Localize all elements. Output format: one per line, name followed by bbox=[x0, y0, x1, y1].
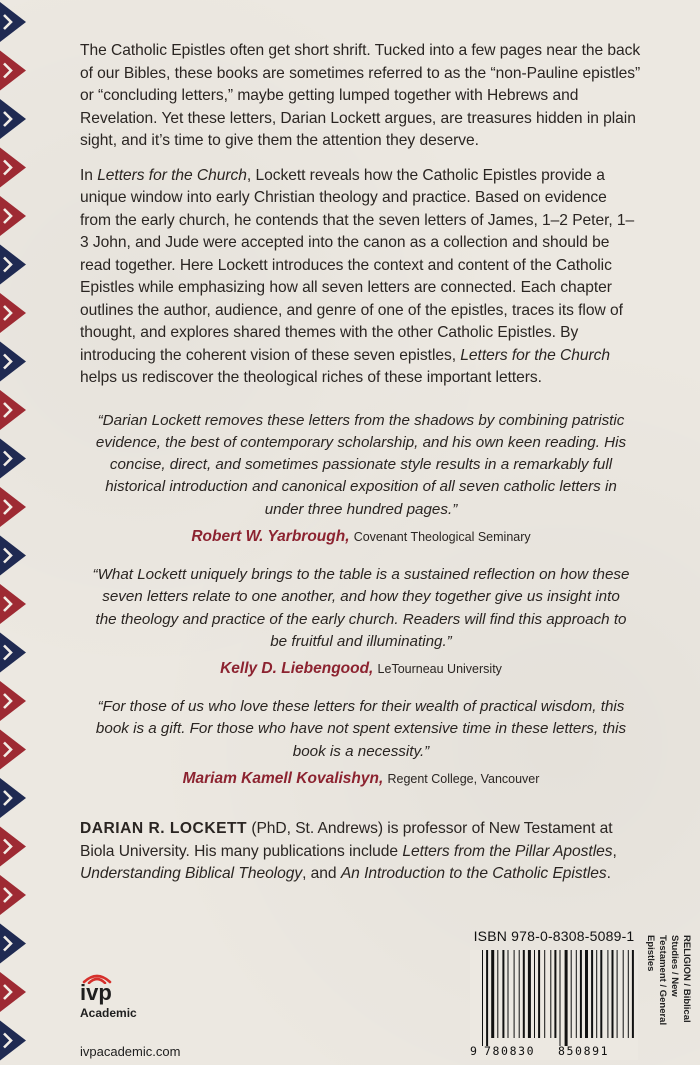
chevron-right-icon bbox=[0, 681, 26, 721]
barcode-bar bbox=[571, 950, 572, 1038]
category-line: Testament / General Epistles bbox=[645, 935, 668, 1026]
chevron-right-icon bbox=[0, 584, 26, 624]
endorser-affiliation: Regent College, Vancouver bbox=[387, 772, 540, 787]
barcode-bar bbox=[585, 950, 588, 1038]
endorser-affiliation: LeTourneau University bbox=[377, 662, 502, 677]
publication-title: An Introduction to the Catholic Epistles bbox=[340, 865, 607, 883]
endorser-name: Robert W. Yarbrough, bbox=[191, 527, 350, 545]
chevron-right-icon bbox=[0, 778, 26, 818]
endorsement bbox=[91, 410, 631, 548]
barcode-bar bbox=[486, 950, 488, 1046]
chevron-right-icon bbox=[0, 245, 26, 285]
chevron-right-icon bbox=[0, 633, 26, 673]
barcode-bar bbox=[600, 950, 602, 1038]
publication-title: Letters from the Pillar Apostles bbox=[402, 842, 613, 860]
description-paragraph-1: The Catholic Epistles often get short shrift. Tucked into a few pages near the back of our Bibles, these books are sometimes referred to as the “non-Pauline epistles” or “concluding letters,” maybe getting lumped together with Hebrews and Revelation. Yet these letters, Darian Lockett argues, are treasures hidden in plain sight, and it’s time to give them the attention they deserve. bbox=[80, 42, 641, 149]
publisher-url[interactable]: ivpacademic.com bbox=[80, 1044, 181, 1059]
subject-category bbox=[645, 935, 692, 1050]
chevron-right-icon bbox=[0, 342, 26, 382]
barcode-bar bbox=[550, 950, 551, 1038]
barcode-bar bbox=[508, 950, 509, 1038]
barcode-bars bbox=[472, 950, 636, 1046]
barcode-bar bbox=[612, 950, 614, 1038]
barcode-bar bbox=[632, 950, 634, 1038]
chevron-right-icon bbox=[0, 390, 26, 430]
barcode-bar bbox=[482, 950, 483, 1046]
endorser-name: Kelly D. Liebengood, bbox=[220, 660, 374, 678]
endorsement-quote: “What Lockett uniquely brings to the table is a sustained reflection on how these seven letters relate to one another, and how they together give us insight into the theology and practice of the early church. Readers will find this approach to be fruitful and illuminating.” bbox=[92, 565, 630, 650]
barcode-bar bbox=[554, 950, 556, 1038]
barcode: 9 780830 850891 bbox=[470, 950, 638, 1060]
barcode-bar bbox=[607, 950, 608, 1038]
barcode-bar bbox=[596, 950, 597, 1038]
chevron-right-icon bbox=[0, 487, 26, 527]
barcode-bar bbox=[491, 950, 494, 1038]
chevron-right-icon bbox=[0, 99, 26, 139]
endorser-name: Mariam Kamell Kovalishyn, bbox=[182, 770, 384, 788]
endorsement bbox=[91, 564, 631, 680]
chevron-right-icon bbox=[0, 875, 26, 915]
chevron-right-icon bbox=[0, 924, 26, 964]
chevron-right-icon bbox=[0, 1021, 26, 1061]
barcode-bar bbox=[514, 950, 515, 1038]
barcode-block bbox=[470, 928, 638, 1060]
chevron-right-icon bbox=[0, 51, 26, 91]
barcode-bar bbox=[576, 950, 577, 1038]
chevron-right-icon bbox=[0, 293, 26, 333]
chevron-right-icon bbox=[0, 536, 26, 576]
book-title: Letters for the Church bbox=[460, 346, 611, 364]
barcode-bar bbox=[523, 950, 525, 1038]
book-title: Letters for the Church bbox=[97, 166, 247, 184]
barcode-bar bbox=[538, 950, 540, 1038]
barcode-bar bbox=[519, 950, 520, 1038]
barcode-bar bbox=[497, 950, 498, 1038]
chevron-right-icon bbox=[0, 827, 26, 867]
author-bio: DARIAN R. LOCKETT (PhD, St. Andrews) is professor of New Testament at Biola University. His many publications include Letters from the Pillar Apostles, Understanding Biblical Theology, and An Introduction to the Catholic Epistles. bbox=[80, 820, 617, 883]
publisher-imprint: Academic bbox=[80, 1006, 137, 1020]
endorser-affiliation: Covenant Theological Seminary bbox=[353, 529, 531, 544]
barcode-bar bbox=[628, 950, 629, 1038]
publisher-logo-text: ivp bbox=[80, 980, 112, 1005]
chevron-right-icon bbox=[0, 148, 26, 188]
barcode-bar bbox=[580, 950, 582, 1038]
chevron-border bbox=[0, 0, 30, 1065]
isbn-label: ISBN 978-0-8308-5089-1 bbox=[473, 928, 635, 944]
chevron-right-icon bbox=[0, 439, 26, 479]
chevron-right-icon bbox=[0, 972, 26, 1012]
description-paragraph-2: In Letters for the Church, Lockett reveals how the Catholic Epistles provide a unique window into early Christian theology and practice. Based on evidence from the early church, he contends that the seven letters of James, 1–2 Peter, 1–3 John, and Jude were accepted into the canon as a collection and should be read together. Here Lockett introduces the context and content of the Catholic Epistles while emphasizing how all seven letters are connected. Each chapter outlines the author, audience, and genre of one of the epistles, traces its flow of thought, and explores shared themes with the other Catholic Epistles. By introducing the coherent vision of these seven epistles, Letters for the Church helps us rediscover the theological riches of these important letters. bbox=[80, 166, 635, 386]
barcode-bar bbox=[534, 950, 535, 1038]
endorsement bbox=[91, 696, 631, 790]
barcode-bar bbox=[623, 950, 624, 1038]
back-cover-text bbox=[80, 40, 642, 898]
endorsement-attribution bbox=[91, 526, 631, 548]
barcode-bar bbox=[502, 950, 504, 1038]
category-line: RELIGION / Biblical Studies / New bbox=[669, 935, 692, 1023]
barcode-bar bbox=[560, 950, 561, 1046]
barcode-bar bbox=[617, 950, 618, 1038]
chevron-right-icon bbox=[0, 730, 26, 770]
barcode-bar bbox=[565, 950, 568, 1046]
author-name: DARIAN R. LOCKETT bbox=[80, 820, 248, 838]
publication-title: Understanding Biblical Theology bbox=[80, 865, 303, 883]
endorsement-attribution bbox=[91, 768, 631, 790]
barcode-bar bbox=[544, 950, 545, 1038]
endorsement-quote: “Darian Lockett removes these letters from the shadows by combining patristic evidence, the best of contemporary scholarship, and his own keen reading. His concise, direct, and sometimes passionate style results in a remarkably full historical introduction and canonical exposition of all seven catholic letters in under three hundred pages.” bbox=[95, 411, 627, 518]
chevron-right-icon bbox=[0, 2, 26, 42]
publisher-block bbox=[80, 968, 200, 1059]
endorsement-quote: “For those of us who love these letters for their wealth of practical wisdom, this book is a gift. For those who have not spent extensive time in these letters, this book is a necessity.” bbox=[95, 698, 627, 760]
barcode-bar bbox=[591, 950, 593, 1038]
barcode-bar bbox=[528, 950, 531, 1038]
chevron-right-icon bbox=[0, 196, 26, 236]
endorsement-attribution bbox=[91, 658, 631, 680]
